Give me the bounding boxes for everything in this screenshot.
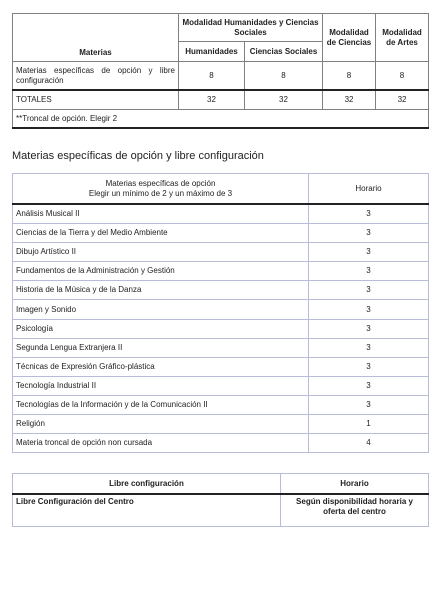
materia-hours: 3 (309, 338, 429, 357)
table-row (13, 281, 429, 300)
cell-value: 32 (376, 90, 429, 110)
table-row (13, 494, 429, 527)
materia-hours: 1 (309, 415, 429, 434)
materia-hours: 3 (309, 357, 429, 376)
materia-name: Fundamentos de la Administración y Gestión (13, 262, 309, 281)
table-row (13, 434, 429, 453)
header-humanidades: Humanidades (179, 42, 245, 62)
horario-value: Según disponibilidad horaria y oferta del centro (281, 494, 429, 527)
table-row (13, 376, 429, 395)
table-row (13, 262, 429, 281)
materia-name: Análisis Musical II (13, 204, 309, 224)
modalidades-table (12, 13, 429, 129)
table-row (13, 300, 429, 319)
header-horario: Horario (309, 174, 429, 205)
materia-name: Materia troncal de opción non cursada (13, 434, 309, 453)
materia-name: Técnicas de Expresión Gráfico-plástica (13, 357, 309, 376)
note-row (13, 110, 429, 129)
header-modalidad-artes: Modalidad de Artes (376, 14, 429, 62)
header-horario: Horario (281, 474, 429, 495)
materias-list (13, 204, 429, 453)
header-materias: Materias (13, 14, 179, 62)
row-label: Libre Configuración del Centro (13, 494, 281, 527)
row-label: TOTALES (13, 90, 179, 110)
materia-hours: 3 (309, 300, 429, 319)
materia-name: Religión (13, 415, 309, 434)
materia-hours: 3 (309, 281, 429, 300)
table-row (13, 224, 429, 243)
table-row (13, 243, 429, 262)
materia-hours: 3 (309, 319, 429, 338)
cell-value: 8 (323, 62, 376, 91)
materia-hours: 4 (309, 434, 429, 453)
totales-row (13, 90, 429, 110)
materia-name: Tecnología Industrial II (13, 376, 309, 395)
cell-value: 32 (179, 90, 245, 110)
materia-hours: 3 (309, 243, 429, 262)
materia-name: Dibujo Artístico II (13, 243, 309, 262)
materia-name: Historia de la Música y de la Danza (13, 281, 309, 300)
cell-value: 32 (245, 90, 323, 110)
row-label: Materias específicas de opción y libre configuración (13, 62, 179, 91)
cell-value: 8 (245, 62, 323, 91)
table-row (13, 357, 429, 376)
materias-especificas-table (12, 173, 429, 453)
materia-name: Psicología (13, 319, 309, 338)
materia-hours: 3 (309, 224, 429, 243)
materia-hours: 3 (309, 262, 429, 281)
cell-value: 8 (376, 62, 429, 91)
header-libre-configuracion: Libre configuración (13, 474, 281, 495)
cell-value: 32 (323, 90, 376, 110)
troncal-note: **Troncal de opción. Elegir 2 (13, 110, 429, 129)
table-row (13, 415, 429, 434)
header-materias-especificas (13, 174, 309, 205)
header-humanidades-group: Modalidad Humanidades y Ciencias Sociales (179, 14, 323, 42)
table-row (13, 62, 429, 91)
table-row (13, 395, 429, 414)
header-ciencias-sociales: Ciencias Sociales (245, 42, 323, 62)
section-heading: Materias específicas de opción y libre configuración (12, 150, 264, 162)
table-row (13, 338, 429, 357)
materia-name: Tecnologías de la Información y de la Comunicación II (13, 395, 309, 414)
materia-hours: 3 (309, 376, 429, 395)
materia-name: Segunda Lengua Extranjera II (13, 338, 309, 357)
cell-value: 8 (179, 62, 245, 91)
materia-hours: 3 (309, 204, 429, 224)
libre-configuracion-table (12, 473, 429, 527)
materia-name: Imagen y Sonido (13, 300, 309, 319)
table-row (13, 204, 429, 224)
materia-hours: 3 (309, 395, 429, 414)
materia-name: Ciencias de la Tierra y del Medio Ambiente (13, 224, 309, 243)
header-modalidad-ciencias: Modalidad de Ciencias (323, 14, 376, 62)
header-line-1: Materias específicas de opción (105, 178, 216, 188)
table-row (13, 319, 429, 338)
header-line-2: Elegir un mínimo de 2 y un máximo de 3 (88, 188, 233, 198)
